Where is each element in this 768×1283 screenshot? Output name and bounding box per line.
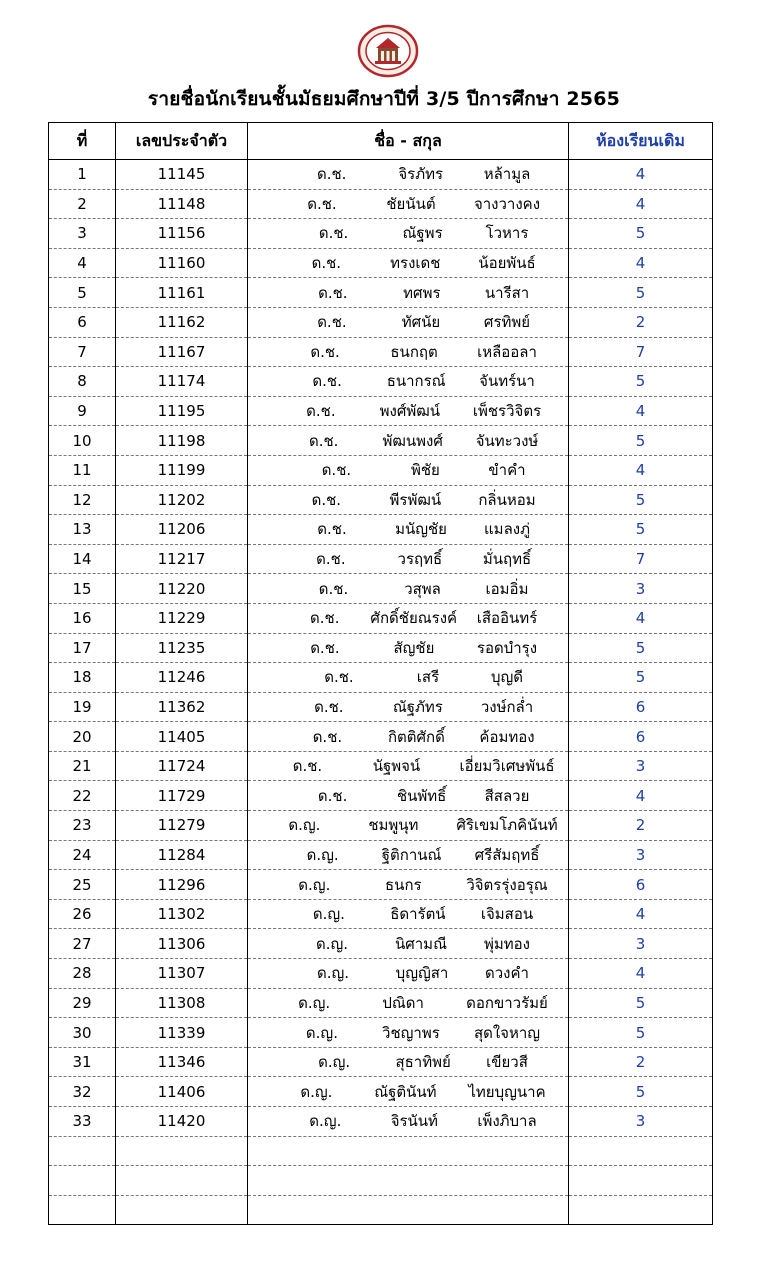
cell-original-room: 3 xyxy=(569,751,713,781)
first-name: พีรพัฒน์ xyxy=(389,490,442,509)
col-header-student-id: เลขประจำตัว xyxy=(116,123,248,160)
first-name: จิรนันท์ xyxy=(390,1112,438,1131)
table-row xyxy=(49,603,713,633)
last-name: นารีสา xyxy=(484,283,530,302)
cell-name xyxy=(248,337,569,367)
cell-student-id: 11229 xyxy=(116,603,248,633)
cell-number: 5 xyxy=(49,278,116,308)
cell-name xyxy=(248,751,569,781)
name-prefix: ด.ญ. xyxy=(305,1023,338,1042)
cell-name xyxy=(248,870,569,900)
cell-student-id: 11729 xyxy=(116,781,248,811)
cell-student-id: 11362 xyxy=(116,692,248,722)
cell-student-id: 11307 xyxy=(116,959,248,989)
table-row xyxy=(49,633,713,663)
last-name: บุญดี xyxy=(490,668,524,687)
cell-original-room: 4 xyxy=(569,959,713,989)
cell-name xyxy=(248,929,569,959)
name-prefix: ด.ญ. xyxy=(316,964,350,983)
table-row xyxy=(49,574,713,604)
table-row xyxy=(49,1107,713,1137)
cell-name xyxy=(248,959,569,989)
last-name: ศิริเขมโภคินันท์ xyxy=(456,816,558,835)
table-row xyxy=(49,751,713,781)
cell-number: 29 xyxy=(49,988,116,1018)
last-name: เจิมสอน xyxy=(480,905,534,924)
cell-original-room: 4 xyxy=(569,189,713,219)
cell-student-id: 11174 xyxy=(116,367,248,397)
name-prefix: ด.ช. xyxy=(307,194,337,213)
cell-student-id: 11235 xyxy=(116,633,248,663)
last-name: สีสลวย xyxy=(484,786,530,805)
cell-original-room xyxy=(569,1136,713,1166)
cell-original-room: 5 xyxy=(569,219,713,249)
cell-number: 12 xyxy=(49,485,116,515)
first-name: ศักดิ์ชัยณรงค์ xyxy=(370,609,458,628)
name-prefix: ด.ช. xyxy=(318,579,349,598)
table-row xyxy=(49,811,713,841)
page-title: รายชื่อนักเรียนชั้นมัธยมศึกษาปีที่ 3/5 ปีการศึกษา 2565 xyxy=(147,88,621,110)
table-row xyxy=(49,781,713,811)
table-row xyxy=(49,959,713,989)
cell-student-id: 11724 xyxy=(116,751,248,781)
cell-student-id: 11220 xyxy=(116,574,248,604)
cell-original-room: 6 xyxy=(569,722,713,752)
cell-number: 11 xyxy=(49,455,116,485)
table-header-row xyxy=(49,123,713,160)
cell-number: 24 xyxy=(49,840,116,870)
table-row xyxy=(49,722,713,752)
table-row xyxy=(49,337,713,367)
name-prefix: ด.ช. xyxy=(310,638,340,657)
table-row xyxy=(49,544,713,574)
cell-name xyxy=(248,899,569,929)
last-name: เอี่ยมวิเศษพันธ์ xyxy=(459,757,555,776)
last-name: มั่นฤทธิ์ xyxy=(482,550,532,569)
cell-original-room: 4 xyxy=(569,455,713,485)
table-row xyxy=(49,1018,713,1048)
cell-name xyxy=(248,1107,569,1137)
name-prefix: ด.ญ. xyxy=(300,1082,333,1101)
cell-original-room: 4 xyxy=(569,248,713,278)
last-name: ดวงคำ xyxy=(485,964,529,983)
cell-student-id xyxy=(116,1195,248,1225)
last-name: จางวางคง xyxy=(473,194,541,213)
cell-number: 14 xyxy=(49,544,116,574)
cell-number: 33 xyxy=(49,1107,116,1137)
name-prefix: ด.ช. xyxy=(312,372,342,391)
cell-number: 20 xyxy=(49,722,116,752)
cell-original-room: 5 xyxy=(569,988,713,1018)
table-row xyxy=(49,485,713,515)
last-name: ดอกขาวรัมย์ xyxy=(466,993,548,1012)
cell-number: 18 xyxy=(49,663,116,693)
cell-name xyxy=(248,278,569,308)
cell-number: 16 xyxy=(49,603,116,633)
cell-original-room: 4 xyxy=(569,603,713,633)
cell-name xyxy=(248,544,569,574)
last-name: เอมอิ่ม xyxy=(485,579,529,598)
cell-original-room: 3 xyxy=(569,929,713,959)
first-name: ธนกร xyxy=(385,875,422,894)
name-prefix: ด.ญ. xyxy=(298,875,331,894)
cell-name xyxy=(248,988,569,1018)
name-prefix: ด.ช. xyxy=(318,283,348,302)
cell-student-id: 11405 xyxy=(116,722,248,752)
first-name: วรฤทธิ์ xyxy=(397,550,443,569)
first-name: บุญญิสา xyxy=(395,964,449,983)
cell-student-id: 11217 xyxy=(116,544,248,574)
name-prefix: ด.ญ. xyxy=(288,816,321,835)
cell-original-room: 5 xyxy=(569,1077,713,1107)
cell-name xyxy=(248,1195,569,1225)
table-row xyxy=(49,929,713,959)
last-name: เพ็ชรวิจิตร xyxy=(472,402,542,421)
cell-number: 23 xyxy=(49,811,116,841)
cell-student-id: 11199 xyxy=(116,455,248,485)
cell-number: 9 xyxy=(49,396,116,426)
cell-name xyxy=(248,307,569,337)
first-name: วิชญาพร xyxy=(382,1023,440,1042)
empty-row xyxy=(49,1166,713,1196)
last-name: ไทยบุญนาค xyxy=(468,1082,546,1101)
table-row xyxy=(49,988,713,1018)
cell-number: 28 xyxy=(49,959,116,989)
cell-name xyxy=(248,663,569,693)
cell-number: 4 xyxy=(49,248,116,278)
name-prefix: ด.ญ. xyxy=(309,1112,342,1131)
cell-original-room: 6 xyxy=(569,692,713,722)
table-row xyxy=(49,248,713,278)
cell-original-room: 2 xyxy=(569,307,713,337)
cell-original-room: 4 xyxy=(569,899,713,929)
last-name: เพ็งภิบาล xyxy=(477,1112,537,1131)
first-name: นิศามณี xyxy=(394,934,447,953)
cell-student-id: 11302 xyxy=(116,899,248,929)
cell-original-room xyxy=(569,1166,713,1196)
table-row xyxy=(49,870,713,900)
cell-student-id: 11167 xyxy=(116,337,248,367)
name-prefix: ด.ช. xyxy=(311,254,342,273)
cell-name xyxy=(248,1018,569,1048)
cell-number: 17 xyxy=(49,633,116,663)
cell-name xyxy=(248,248,569,278)
cell-number: 10 xyxy=(49,426,116,456)
cell-original-room: 7 xyxy=(569,544,713,574)
name-prefix: ด.ช. xyxy=(317,520,347,539)
first-name: ทัศนัย xyxy=(401,313,441,332)
first-name: ธนกฤต xyxy=(390,342,438,361)
cell-number xyxy=(49,1195,116,1225)
col-header-original-room: ห้องเรียนเดิม xyxy=(569,123,713,160)
last-name: สุดใจหาญ xyxy=(473,1023,541,1042)
cell-student-id: 11162 xyxy=(116,307,248,337)
cell-name xyxy=(248,1077,569,1107)
table-row xyxy=(49,1047,713,1077)
table-row xyxy=(49,692,713,722)
cell-student-id: 11160 xyxy=(116,248,248,278)
table-row xyxy=(49,455,713,485)
cell-name xyxy=(248,219,569,249)
last-name: ศรีสัมฤทธิ์ xyxy=(474,845,540,864)
cell-student-id xyxy=(116,1166,248,1196)
cell-student-id: 11339 xyxy=(116,1018,248,1048)
cell-original-room: 5 xyxy=(569,485,713,515)
first-name: มนัญชัย xyxy=(395,520,447,539)
cell-original-room: 4 xyxy=(569,781,713,811)
name-prefix: ด.ช. xyxy=(306,402,336,421)
col-header-number: ที่ xyxy=(49,123,116,160)
cell-original-room: 5 xyxy=(569,278,713,308)
table-row xyxy=(49,189,713,219)
cell-name xyxy=(248,485,569,515)
first-name: ธนากรณ์ xyxy=(386,372,446,391)
cell-student-id xyxy=(116,1136,248,1166)
first-name: กิตติศักดิ์ xyxy=(387,727,445,746)
first-name: ณัฐพร xyxy=(402,224,443,243)
cell-original-room xyxy=(569,1195,713,1225)
cell-number: 27 xyxy=(49,929,116,959)
cell-number: 6 xyxy=(49,307,116,337)
cell-student-id: 11420 xyxy=(116,1107,248,1137)
cell-original-room: 2 xyxy=(569,811,713,841)
cell-student-id: 11206 xyxy=(116,515,248,545)
table-row xyxy=(49,278,713,308)
last-name: แมลงภู่ xyxy=(484,520,530,539)
cell-student-id: 11148 xyxy=(116,189,248,219)
cell-name xyxy=(248,1047,569,1077)
first-name: ทรงเดช xyxy=(390,254,441,273)
cell-number: 26 xyxy=(49,899,116,929)
cell-number: 22 xyxy=(49,781,116,811)
table-row xyxy=(49,840,713,870)
last-name: ค้อมทอง xyxy=(479,727,535,746)
cell-original-room: 7 xyxy=(569,337,713,367)
name-prefix: ด.ช. xyxy=(324,668,354,687)
table-row xyxy=(49,396,713,426)
last-name: ศรทิพย์ xyxy=(483,313,531,332)
cell-name xyxy=(248,574,569,604)
last-name: เขียวสี xyxy=(486,1053,528,1072)
first-name: พัฒนพงศ์ xyxy=(382,431,443,450)
cell-name xyxy=(248,603,569,633)
table-row xyxy=(49,426,713,456)
first-name: ชมพูนุท xyxy=(368,816,419,835)
cell-student-id: 11284 xyxy=(116,840,248,870)
first-name: สัญชัย xyxy=(393,638,435,657)
cell-name xyxy=(248,160,569,190)
last-name: รอดบำรุง xyxy=(476,638,538,657)
name-prefix: ด.ญ. xyxy=(315,934,349,953)
name-prefix: ด.ช. xyxy=(317,786,348,805)
table-row xyxy=(49,219,713,249)
name-prefix: ด.ช. xyxy=(310,342,340,361)
cell-student-id: 11306 xyxy=(116,929,248,959)
cell-number: 13 xyxy=(49,515,116,545)
student-roster-table xyxy=(48,122,713,1225)
first-name: ธิดารัตน์ xyxy=(390,905,446,924)
cell-student-id: 11202 xyxy=(116,485,248,515)
name-prefix: ด.ญ. xyxy=(298,993,331,1012)
name-prefix: ด.ช. xyxy=(318,224,349,243)
table-row xyxy=(49,160,713,190)
cell-name xyxy=(248,811,569,841)
last-name: กลิ่นหอม xyxy=(478,490,536,509)
table-row xyxy=(49,515,713,545)
cell-original-room: 5 xyxy=(569,515,713,545)
first-name: ปณิดา xyxy=(382,993,424,1012)
cell-number: 31 xyxy=(49,1047,116,1077)
cell-number: 7 xyxy=(49,337,116,367)
last-name: ขำคำ xyxy=(488,461,526,480)
cell-original-room: 3 xyxy=(569,840,713,870)
table-row xyxy=(49,899,713,929)
cell-student-id: 11279 xyxy=(116,811,248,841)
empty-row xyxy=(49,1136,713,1166)
last-name: พุ่มทอง xyxy=(484,934,530,953)
cell-name xyxy=(248,426,569,456)
cell-original-room: 5 xyxy=(569,1018,713,1048)
last-name: น้อยพันธ์ xyxy=(478,254,536,273)
cell-original-room: 5 xyxy=(569,426,713,456)
name-prefix: ด.ญ. xyxy=(318,1053,351,1072)
cell-student-id: 11346 xyxy=(116,1047,248,1077)
cell-number: 21 xyxy=(49,751,116,781)
col-header-name: ชื่อ - สกุล xyxy=(248,123,569,160)
cell-original-room: 3 xyxy=(569,1107,713,1137)
name-prefix: ด.ช. xyxy=(308,431,339,450)
name-prefix: ด.ช. xyxy=(321,461,352,480)
name-prefix: ด.ญ. xyxy=(312,905,345,924)
cell-number: 32 xyxy=(49,1077,116,1107)
cell-original-room: 5 xyxy=(569,633,713,663)
last-name: จันทร์นา xyxy=(479,372,535,391)
last-name: วงษ์กล่ำ xyxy=(480,697,534,716)
cell-name xyxy=(248,1166,569,1196)
cell-name xyxy=(248,1136,569,1166)
cell-original-room: 5 xyxy=(569,663,713,693)
last-name: วิจิตรรุ่งอรุณ xyxy=(466,875,548,894)
school-seal-logo xyxy=(357,24,419,78)
first-name: พงศ์พัฒน์ xyxy=(379,402,441,421)
cell-number: 3 xyxy=(49,219,116,249)
cell-student-id: 11246 xyxy=(116,663,248,693)
name-prefix: ด.ช. xyxy=(312,727,343,746)
cell-number: 19 xyxy=(49,692,116,722)
name-prefix: ด.ช. xyxy=(311,490,342,509)
cell-original-room: 4 xyxy=(569,396,713,426)
cell-name xyxy=(248,189,569,219)
cell-student-id: 11195 xyxy=(116,396,248,426)
cell-number xyxy=(49,1136,116,1166)
last-name: จันทะวงษ์ xyxy=(475,431,539,450)
table-row xyxy=(49,1077,713,1107)
cell-name xyxy=(248,692,569,722)
cell-student-id: 11161 xyxy=(116,278,248,308)
first-name: เสรี xyxy=(416,668,440,687)
cell-number xyxy=(49,1166,116,1196)
cell-number: 8 xyxy=(49,367,116,397)
cell-student-id: 11296 xyxy=(116,870,248,900)
cell-name xyxy=(248,722,569,752)
cell-original-room: 5 xyxy=(569,367,713,397)
cell-number: 2 xyxy=(49,189,116,219)
cell-number: 30 xyxy=(49,1018,116,1048)
name-prefix: ด.ช. xyxy=(314,697,344,716)
cell-student-id: 11156 xyxy=(116,219,248,249)
first-name: วสุพล xyxy=(404,579,441,598)
name-prefix: ด.ช. xyxy=(316,165,347,184)
empty-row xyxy=(49,1195,713,1225)
last-name: เหลืออลา xyxy=(477,342,537,361)
first-name: สุธาทิพย์ xyxy=(395,1053,451,1072)
cell-student-id: 11198 xyxy=(116,426,248,456)
first-name: นัฐพจน์ xyxy=(372,757,421,776)
first-name: ทศพร xyxy=(403,283,441,302)
name-prefix: ด.ช. xyxy=(310,609,340,628)
table-row xyxy=(49,307,713,337)
first-name: ณัฐภัทร xyxy=(392,697,443,716)
last-name: โวหาร xyxy=(485,224,529,243)
cell-name xyxy=(248,515,569,545)
cell-number: 25 xyxy=(49,870,116,900)
cell-original-room: 3 xyxy=(569,574,713,604)
table-row xyxy=(49,663,713,693)
cell-name xyxy=(248,367,569,397)
cell-original-room: 6 xyxy=(569,870,713,900)
roster-body xyxy=(49,160,713,1225)
last-name: เสืออินทร์ xyxy=(476,609,538,628)
first-name: ฐิติกานณ์ xyxy=(381,845,442,864)
table-row xyxy=(49,367,713,397)
cell-student-id: 11145 xyxy=(116,160,248,190)
cell-student-id: 11308 xyxy=(116,988,248,1018)
cell-name xyxy=(248,781,569,811)
cell-name xyxy=(248,633,569,663)
cell-student-id: 11406 xyxy=(116,1077,248,1107)
name-prefix: ด.ช. xyxy=(317,313,347,332)
first-name: ชินพัทธิ์ xyxy=(396,786,447,805)
first-name: ณัฐตินันท์ xyxy=(374,1082,437,1101)
first-name: พิชัย xyxy=(410,461,440,480)
first-name: จิรภัทร xyxy=(398,165,444,184)
cell-original-room: 4 xyxy=(569,160,713,190)
name-prefix: ด.ช. xyxy=(292,757,323,776)
cell-name xyxy=(248,840,569,870)
first-name: ชัยนันต์ xyxy=(386,194,436,213)
cell-number: 15 xyxy=(49,574,116,604)
name-prefix: ด.ญ. xyxy=(306,845,339,864)
cell-name xyxy=(248,455,569,485)
last-name: หล้ามูล xyxy=(483,165,531,184)
cell-number: 1 xyxy=(49,160,116,190)
name-prefix: ด.ช. xyxy=(316,550,346,569)
cell-name xyxy=(248,396,569,426)
cell-original-room: 2 xyxy=(569,1047,713,1077)
